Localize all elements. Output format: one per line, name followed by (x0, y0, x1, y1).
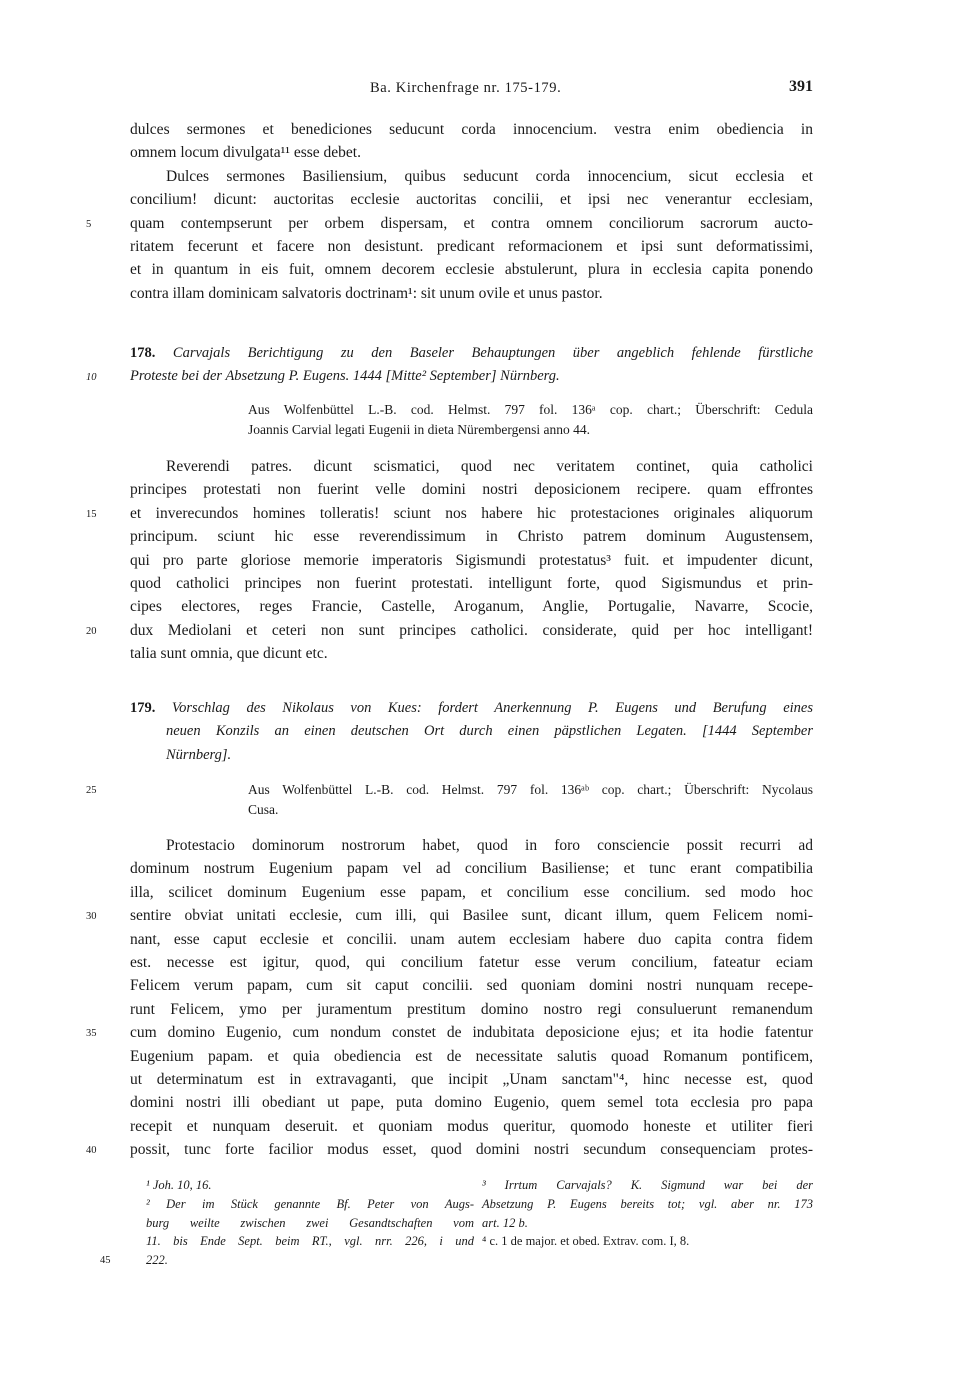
line-number: 20 (86, 625, 97, 637)
item-178-text (86, 455, 813, 666)
text-line-wrap (86, 212, 813, 235)
text-line: principum. sciunt hic esse reverendissimum in Christo patrem dominum Augustensem, (130, 528, 813, 546)
text-line: possit, tunc forte facilior modus esset, quod domini nostri secundum consequenciam protes- (130, 1141, 813, 1159)
footnote-line-wrap (100, 1251, 474, 1270)
item-178-source (248, 400, 813, 440)
heading-line: neuen Konzils an einen deutschen Ort durch einen päpstlichen Legaten. [1444 September (166, 723, 813, 740)
line-number: 30 (86, 911, 97, 923)
footnote-line: burg weilte zwischen zwei Gesandtschaften vom (146, 1215, 474, 1230)
text-line: ut determinatum est in extravaganti, que incipit „Unam sanctam"⁴, hinc necesse est, quod (130, 1070, 813, 1088)
text-line: Reverendi patres. dicunt scismatici, quod nec veritatem continet, quia catholici (166, 458, 813, 475)
text-line: principes protestati non fuerint velle domini nostri deposicionem recipere. quam effrontes (130, 481, 813, 499)
text-line: cipes electores, reges Francie, Castelle, Aroganum, Anglie, Portugalie, Navarre, Scocie, (130, 598, 813, 616)
text-line-wrap (86, 619, 813, 642)
footnote-line: 222. (146, 1253, 168, 1268)
footnote-line: 11. bis Ende Sept. beim RT., vgl. nrr. 226, i und (146, 1234, 474, 1249)
source-line: Aus Wolfenbüttel L.-B. cod. Helmst. 797 fol. 136ᵃᵇ cop. chart.; Überschrift: Nycolaus (248, 782, 813, 797)
footnote-line: Absetzung P. Eugens bereits tot; vgl. aber nr. 173 (482, 1196, 813, 1211)
text-line-wrap (86, 1138, 813, 1161)
line-number: 35 (86, 1028, 97, 1040)
text-line: sentire obviat unitati ecclesie, cum illi, qui Basilee sunt, dicant illum, quem Felicem nomi- (130, 907, 813, 925)
text-line: talia sunt omnia, que dicunt etc. (130, 645, 328, 663)
footnotes-right (482, 1176, 813, 1251)
text-line: dux Mediolani et ceteri non sunt principes catholici. considerate, quid per hoc intelligant! (130, 621, 813, 639)
footnote-line: art. 12 b. (482, 1215, 528, 1230)
text-line: quod catholici principes non fuerint protestati. intelligunt forte, quod Sigismundus et prin- (130, 574, 813, 592)
footnote-line: ¹ Joh. 10, 16. (146, 1178, 212, 1192)
continuation-text (86, 118, 813, 305)
heading-line: Vorschlag des Nikolaus von Kues: fordert Anerkennung P. Eugens und Berufung eines (171, 700, 813, 716)
heading-line-wrap (130, 697, 813, 720)
running-title: Ba. Kirchenfrage nr. 175-179. (370, 80, 562, 96)
text-line: recepit et nunquam deseruit. et quoniam modus queritur, quomodo honeste et utiliter fieri (130, 1117, 813, 1135)
text-line: concilium! dicunt: auctoritas ecclesie auctoritas concilii, et ipsi nec venerantur ecclesiam, (130, 191, 813, 209)
line-number: 45 (100, 1255, 111, 1267)
text-line: contra illam dominicam salvatoris doctrinam¹: sit unum ovile et unus pastor. (130, 284, 603, 302)
line-number: 40 (86, 1145, 97, 1157)
text-line: ritatem fecerunt et facere non desistunt. predicant reformacionem et ipsi sunt deformatissimi, (130, 237, 813, 255)
text-line-wrap (86, 904, 813, 927)
text-line: Felicem verum papam, cum sit caput concilii. sed quoniam domini nostri nunquam recepe- (130, 977, 813, 995)
heading-line-wrap (130, 342, 813, 365)
source-line: Cusa. (248, 802, 279, 817)
text-line: runt Felicem, ymo per juramentum prestitum domino nostro regi consuluerunt remanendum (130, 1000, 813, 1018)
text-line: cum domino Eugenio, cum nondum constet de indubitata deposicione ejus; et ita hodie fatentur (130, 1024, 813, 1042)
text-line-wrap (86, 502, 813, 525)
footnotes-left (100, 1176, 474, 1270)
text-line: Dulces sermones Basiliensium, quibus seducunt corda innocencium, sicut ecclesia et (166, 167, 813, 185)
text-line: Protestacio dominorum nostrorum habet, quod in foro consciencie possit recurri ad (166, 837, 813, 854)
source-line: Joannis Carvial legati Eugenii in dieta Nürembergensi anno 44. (248, 422, 591, 437)
text-line: et inverecundos homines tolleratis! sciunt nos habere hic protestaciones originales aliquorum (130, 504, 813, 522)
source-line-wrap (86, 780, 813, 800)
text-line: illa, scilicet dominum Eugenium esse papam, et concilium esse concilium. sed modo hoc (130, 883, 813, 901)
source-line: Aus Wolfenbüttel L.-B. cod. Helmst. 797 fol. 136ᵃ cop. chart.; Überschrift: Cedula (248, 402, 813, 417)
item-179-text (86, 834, 813, 1161)
text-line: dulces sermones et benediciones seducunt corda innocencium. vestra enim obediencia in (130, 121, 813, 138)
text-line: omnem locum divulgata¹¹ esse debet. (130, 144, 361, 162)
line-number: 15 (86, 508, 97, 520)
item-179-heading (130, 697, 813, 767)
text-line-wrap (86, 1021, 813, 1044)
text-line: et in quantum in eis fuit, omnem decorem ecclesie abstulerunt, plura in ecclesia capita ponendo (130, 261, 813, 279)
footnote-line: ⁴ c. 1 de major. et obed. Extrav. com. I, 8. (482, 1234, 690, 1249)
heading-line-wrap (86, 365, 813, 388)
text-line: quam contempserunt per orbem dispersam, et contra omnem conciliorum sacrorum aucto- (130, 214, 813, 232)
heading-line: Carvajals Berichtigung zu den Baseler Behauptungen über angeblich fehlende fürstliche (172, 345, 814, 361)
page-number: 391 (789, 78, 813, 95)
footnote-line: ² Der im Stück genannte Bf. Peter von Augs- (146, 1196, 474, 1211)
item-number: 179. (130, 700, 156, 716)
footnote-line: ³ Irrtum Carvajals? K. Sigmund war bei der (482, 1178, 813, 1192)
line-number: 25 (86, 785, 97, 796)
text-line: est. necesse est igitur, quod, qui concilium fatetur esse verum concilium, fateatur eciam (130, 953, 813, 971)
item-178-heading (86, 342, 814, 389)
item-179-source (86, 780, 813, 820)
text-line: domini nostri illi obediant ut pape, puta domino Eugenio, quem semel tota ecclesia pro papa (130, 1094, 813, 1112)
text-line: nant, esse caput ecclesie et concilii. unam autem ecclesiam habere duo capita contra fidem (130, 930, 813, 948)
running-header (130, 78, 813, 102)
text-line: dominum nostrum Eugenium papam vel ad concilium Basiliense; et tunc erant compatibilia (130, 860, 813, 878)
line-number: 5 (86, 218, 92, 230)
text-line: qui pro parte gloriose memorie imperatoris Sigismundi protestatus³ fuit. et impudenter dicunt, (130, 551, 813, 569)
item-number: 178. (130, 345, 156, 361)
heading-line: Nürnberg]. (166, 746, 232, 763)
heading-line: Proteste bei der Absetzung P. Eugens. 1444 [Mitte² September] Nürnberg. (130, 368, 560, 385)
line-number: 10 (86, 372, 97, 384)
text-line: Eugenium papam. et quia obediencia est de necessitate salutis quoad Romanum pontificem, (130, 1047, 813, 1065)
